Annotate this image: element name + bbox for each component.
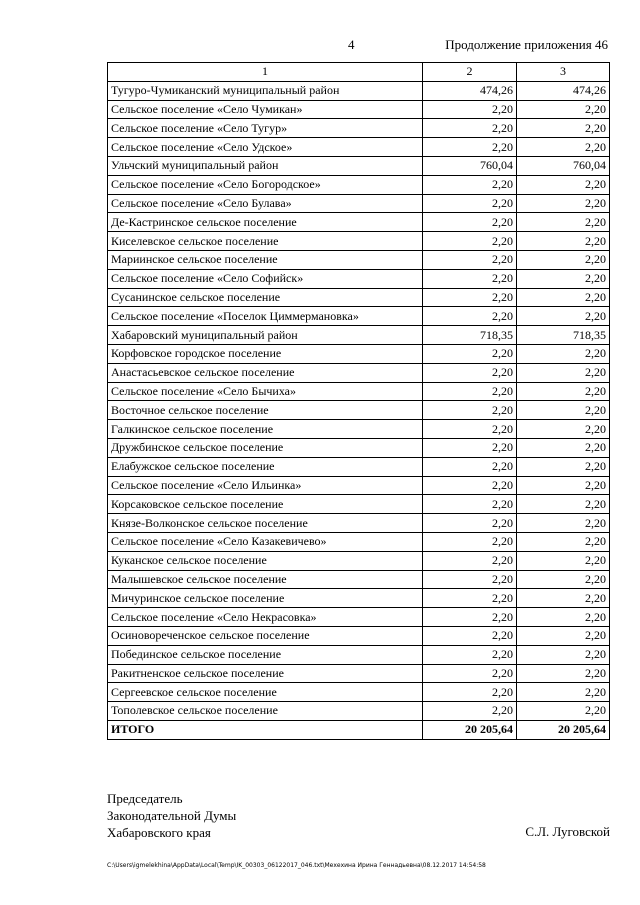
row-value-cell: 2,20: [423, 344, 517, 363]
row-value-cell: 2,20: [517, 213, 610, 232]
table-body: [108, 81, 610, 720]
column-header: 1: [108, 63, 423, 82]
row-value-cell: 2,20: [517, 269, 610, 288]
row-value-cell: 2,20: [423, 664, 517, 683]
row-value-cell: 2,20: [517, 175, 610, 194]
row-value-cell: 2,20: [423, 288, 517, 307]
table-row: [108, 119, 610, 138]
row-value-cell: 760,04: [517, 156, 610, 175]
page-number: 4: [348, 37, 355, 52]
table-row: [108, 100, 610, 119]
table-row: [108, 363, 610, 382]
row-name-cell: Ракитненское сельское поселение: [108, 664, 423, 683]
row-name-cell: Побединское сельское поселение: [108, 645, 423, 664]
table-row: [108, 288, 610, 307]
table-row: [108, 250, 610, 269]
signer-name: С.Л. Луговской: [525, 824, 610, 839]
row-name-cell: Сельское поселение «Село Ильинка»: [108, 476, 423, 495]
row-value-cell: 2,20: [517, 194, 610, 213]
row-name-cell: Сусанинское сельское поселение: [108, 288, 423, 307]
row-value-cell: 2,20: [423, 457, 517, 476]
table-row: [108, 457, 610, 476]
row-value-cell: 2,20: [517, 382, 610, 401]
row-value-cell: 2,20: [423, 363, 517, 382]
row-name-cell: Сельское поселение «Село Удское»: [108, 138, 423, 157]
row-value-cell: 2,20: [423, 589, 517, 608]
row-value-cell: 2,20: [423, 626, 517, 645]
row-name-cell: Дружбинское сельское поселение: [108, 438, 423, 457]
table-row: [108, 138, 610, 157]
row-value-cell: 2,20: [423, 232, 517, 251]
signature-line: Хабаровского края: [107, 825, 211, 840]
row-name-cell: Сельское поселение «Село Казакевичево»: [108, 532, 423, 551]
row-name-cell: Сельское поселение «Село Некрасовка»: [108, 608, 423, 627]
table-row: [108, 514, 610, 533]
table-row: [108, 81, 610, 100]
row-value-cell: 2,20: [517, 401, 610, 420]
row-value-cell: 2,20: [423, 100, 517, 119]
row-value-cell: 2,20: [517, 608, 610, 627]
table-row: [108, 307, 610, 326]
row-value-cell: 2,20: [517, 532, 610, 551]
row-value-cell: 2,20: [517, 476, 610, 495]
row-value-cell: 2,20: [517, 702, 610, 721]
row-value-cell: 2,20: [517, 626, 610, 645]
row-value-cell: 2,20: [423, 194, 517, 213]
row-name-cell: Сельское поселение «Село Тугур»: [108, 119, 423, 138]
table-row: [108, 213, 610, 232]
row-name-cell: Тугуро-Чумиканский муниципальный район: [108, 81, 423, 100]
table-row: [108, 570, 610, 589]
row-value-cell: 2,20: [423, 551, 517, 570]
row-value-cell: 2,20: [517, 683, 610, 702]
table-row: [108, 344, 610, 363]
table-row: [108, 232, 610, 251]
table-row: [108, 269, 610, 288]
row-value-cell: 2,20: [423, 645, 517, 664]
row-value-cell: 2,20: [517, 495, 610, 514]
table-row: [108, 702, 610, 721]
allocation-table: [107, 62, 610, 740]
row-name-cell: Ульчский муниципальный район: [108, 156, 423, 175]
row-value-cell: 2,20: [517, 232, 610, 251]
row-name-cell: Осиновореченское сельское поселение: [108, 626, 423, 645]
table-row: [108, 645, 610, 664]
row-name-cell: Елабужское сельское поселение: [108, 457, 423, 476]
row-value-cell: 2,20: [517, 363, 610, 382]
file-path-footer: C:\Users\igmelekhina\AppData\Local\Temp\IK_00303_06122017_046.txt\Мехехина Ирина Геннадьевна\08.12.2017 14:54:58: [107, 862, 486, 869]
table-row: [108, 551, 610, 570]
row-value-cell: 2,20: [423, 138, 517, 157]
table-header-row: [108, 63, 610, 82]
row-name-cell: Мариинское сельское поселение: [108, 250, 423, 269]
row-name-cell: Куканское сельское поселение: [108, 551, 423, 570]
signature-line: Законодательной Думы: [107, 808, 237, 823]
table-row: [108, 420, 610, 439]
row-value-cell: 2,20: [423, 570, 517, 589]
row-value-cell: 2,20: [517, 307, 610, 326]
table-row: [108, 194, 610, 213]
column-header: 3: [517, 63, 610, 82]
row-name-cell: Мичуринское сельское поселение: [108, 589, 423, 608]
row-name-cell: Сельское поселение «Село Чумикан»: [108, 100, 423, 119]
signature-line: Председатель: [107, 791, 183, 806]
row-name-cell: Сельское поселение «Село Бычиха»: [108, 382, 423, 401]
row-value-cell: 718,35: [517, 326, 610, 345]
row-name-cell: Восточное сельское поселение: [108, 401, 423, 420]
table-row: [108, 438, 610, 457]
row-value-cell: 2,20: [517, 514, 610, 533]
row-value-cell: 2,20: [517, 119, 610, 138]
row-value-cell: 2,20: [423, 175, 517, 194]
row-name-cell: Малышевское сельское поселение: [108, 570, 423, 589]
row-value-cell: 2,20: [517, 344, 610, 363]
table-row: [108, 326, 610, 345]
table-row: [108, 476, 610, 495]
row-name-cell: Сергеевское сельское поселение: [108, 683, 423, 702]
row-value-cell: 2,20: [517, 438, 610, 457]
row-value-cell: 2,20: [517, 100, 610, 119]
row-value-cell: 2,20: [517, 138, 610, 157]
row-value-cell: 2,20: [423, 213, 517, 232]
row-value-cell: 2,20: [517, 551, 610, 570]
total-label: ИТОГО: [108, 720, 423, 739]
total-row: [108, 720, 610, 739]
table-row: [108, 532, 610, 551]
table-row: [108, 175, 610, 194]
table-row: [108, 589, 610, 608]
row-value-cell: 2,20: [423, 382, 517, 401]
row-name-cell: Анастасьевское сельское поселение: [108, 363, 423, 382]
total-value: 20 205,64: [423, 720, 517, 739]
row-name-cell: Де-Кастринское сельское поселение: [108, 213, 423, 232]
row-name-cell: Корсаковское сельское поселение: [108, 495, 423, 514]
row-value-cell: 718,35: [423, 326, 517, 345]
row-value-cell: 474,26: [517, 81, 610, 100]
row-name-cell: Тополевское сельское поселение: [108, 702, 423, 721]
row-value-cell: 2,20: [517, 664, 610, 683]
row-value-cell: 2,20: [423, 401, 517, 420]
row-value-cell: 474,26: [423, 81, 517, 100]
row-value-cell: 2,20: [517, 420, 610, 439]
total-value: 20 205,64: [517, 720, 610, 739]
row-value-cell: 2,20: [423, 608, 517, 627]
table-row: [108, 626, 610, 645]
signature-block: [107, 790, 236, 841]
row-name-cell: Киселевское сельское поселение: [108, 232, 423, 251]
table-row: [108, 401, 610, 420]
continuation-title: Продолжение приложения 46: [445, 37, 608, 52]
table-row: [108, 156, 610, 175]
table-row: [108, 382, 610, 401]
row-name-cell: Сельское поселение «Село Булава»: [108, 194, 423, 213]
row-value-cell: 2,20: [423, 532, 517, 551]
row-value-cell: 2,20: [423, 514, 517, 533]
row-name-cell: Сельское поселение «Поселок Циммермановка»: [108, 307, 423, 326]
row-value-cell: 2,20: [423, 702, 517, 721]
row-value-cell: 2,20: [423, 683, 517, 702]
column-header: 2: [423, 63, 517, 82]
row-value-cell: 2,20: [423, 250, 517, 269]
row-value-cell: 2,20: [423, 269, 517, 288]
row-name-cell: Князе-Волконское сельское поселение: [108, 514, 423, 533]
row-name-cell: Сельское поселение «Село Богородское»: [108, 175, 423, 194]
row-value-cell: 2,20: [423, 476, 517, 495]
row-value-cell: 2,20: [517, 570, 610, 589]
table-row: [108, 664, 610, 683]
row-value-cell: 2,20: [423, 119, 517, 138]
row-value-cell: 2,20: [423, 420, 517, 439]
row-name-cell: Хабаровский муниципальный район: [108, 326, 423, 345]
row-value-cell: 2,20: [517, 288, 610, 307]
row-name-cell: Корфовское городское поселение: [108, 344, 423, 363]
row-value-cell: 2,20: [423, 495, 517, 514]
row-name-cell: Сельское поселение «Село Софийск»: [108, 269, 423, 288]
row-value-cell: 2,20: [423, 307, 517, 326]
table-row: [108, 683, 610, 702]
row-value-cell: 2,20: [423, 438, 517, 457]
row-value-cell: 2,20: [517, 457, 610, 476]
table-row: [108, 495, 610, 514]
row-name-cell: Галкинское сельское поселение: [108, 420, 423, 439]
row-value-cell: 2,20: [517, 589, 610, 608]
row-value-cell: 2,20: [517, 645, 610, 664]
table-row: [108, 608, 610, 627]
row-value-cell: 2,20: [517, 250, 610, 269]
row-value-cell: 760,04: [423, 156, 517, 175]
